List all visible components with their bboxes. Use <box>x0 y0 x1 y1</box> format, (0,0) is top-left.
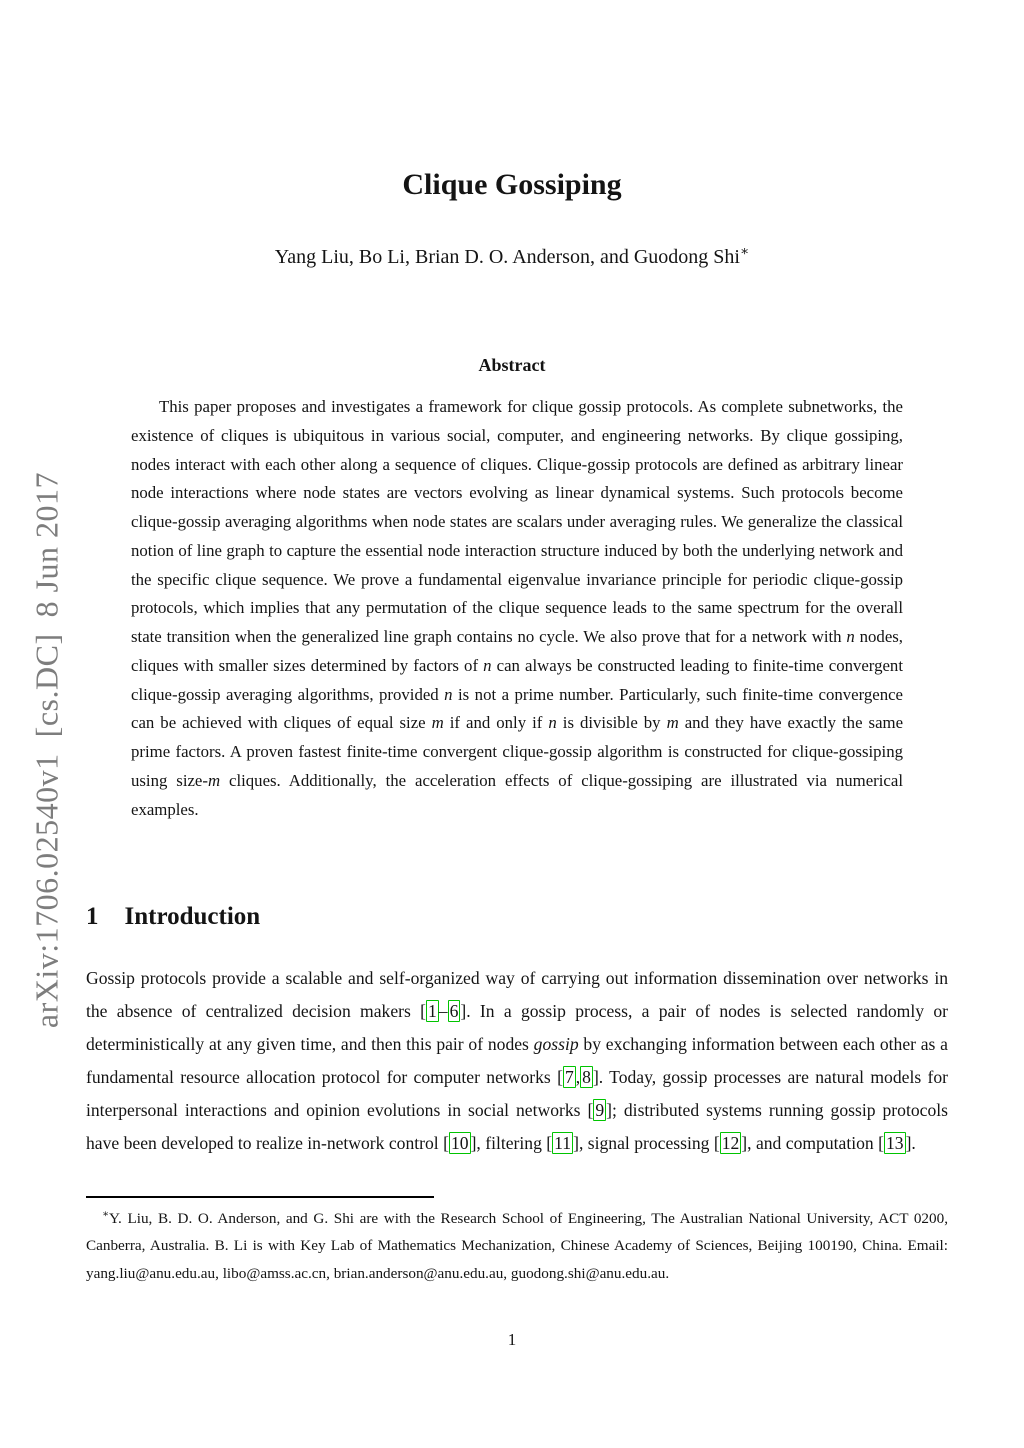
citation-link[interactable]: 6 <box>449 1000 459 1021</box>
italic-text: m <box>207 770 221 790</box>
footnote-text: ∗Y. Liu, B. D. O. Anderson, and G. Shi are with the Research School of Engineering, The Australian National University, ACT 0200, Canberra, Australia. B. Li is with Key Lab of Mathematics Mechanization, Chinese Academy of Sciences, Beijing 100190, China. Email: yang.liu@anu.edu.au, libo@amss.ac.cn, brian.anderson@anu.edu.au, guodong.shi@anu.edu.au. <box>86 1208 948 1282</box>
italic-text: m <box>431 713 444 733</box>
arxiv-stamp-text <box>29 472 66 1028</box>
italic-text: m <box>666 713 679 733</box>
citation-link[interactable]: 7 <box>564 1066 574 1087</box>
section-title: Introduction <box>124 903 261 930</box>
superscript-mark: ∗ <box>102 1208 110 1220</box>
intro-paragraph: Gossip protocols provide a scalable and self-organized way of carrying out information dissemination over networks in the absence of centralized decision makers [ 1 – 6 ]. In a gossip process, a pair of nodes is selected randomly or deterministically at any given time, and then this pair of nodes gossip by exchanging information between each other as a fundamental resource allocation protocol for computer networks [ 7 , 8 ]. Today, gossip processes are natural models for interpersonal interactions and opinion evolutions in social networks [ 9 ]; distributed systems running gossip protocols have been developed to realize in-network control [ 10 ], filtering [ 11 ], signal processing [ 12 ], and computation [ 13 ]. <box>86 968 948 1153</box>
italic-text: n <box>483 655 492 675</box>
citation-link[interactable]: 8 <box>582 1066 591 1087</box>
page-number: 1 <box>507 1330 517 1349</box>
italic-text: n <box>444 684 453 704</box>
author-line: Yang Liu, Bo Li, Brian D. O. Anderson, and Guodong Shi∗ <box>274 243 750 268</box>
arxiv-date-text: 8 Jun 2017 <box>28 471 65 618</box>
citation-link[interactable]: 10 <box>450 1132 469 1153</box>
arxiv-category-text: [cs.DC] <box>28 633 65 738</box>
italic-text: n <box>548 713 557 733</box>
citation-link[interactable]: 1 <box>428 1000 437 1021</box>
paper-title: Clique Gossiping <box>402 168 622 201</box>
superscript-mark: ∗ <box>739 243 750 259</box>
section-1-heading <box>86 903 260 931</box>
italic-text: n <box>846 627 855 646</box>
section-number: 1 <box>86 903 99 930</box>
abstract-paragraph: This paper proposes and investigates a framework for clique gossip protocols. As complete subnetworks, the existence of cliques is ubiquitous in various social, computer, and engineering networks. By clique gossiping, nodes interact with each other along a sequence of cliques. Clique-gossip protocols are defined as arbitrary linear node interactions where node states are vectors evolving as linear dynamical systems. Such protocols become clique-gossip averaging algorithms when node states are scalars under averaging rules. We generalize the classical notion of line graph to capture the essential node interaction structure induced by both the underlying network and the specific clique sequence. We prove a fundamental eigenvalue invariance principle for periodic clique-gossip protocols, which implies that any permutation of the clique sequence leads to the same spectrum for the overall state transition when the generalized line graph contains no cycle. We also prove that for a network with n nodes, cliques with smaller sizes determined by factors of n can always be constructed leading to finite-time convergent clique-gossip averaging algorithms, provided n is not a prime number. Particularly, such finite-time convergence can be achieved with cliques of equal size m if and only if n is divisible by m and they have exactly the same prime factors. A proven fastest finite-time convergent clique-gossip algorithm is constructed for clique-gossiping using size-m cliques. Additionally, the acceleration effects of clique-gossiping are illustrated via numerical examples. <box>131 397 904 819</box>
abstract-heading: Abstract <box>478 355 546 375</box>
footnote-rule <box>86 1196 434 1198</box>
citation-link[interactable]: 9 <box>595 1099 605 1120</box>
italic-text: gossip <box>533 1033 579 1054</box>
arxiv-id-text: arXiv:1706.02540v1 <box>28 753 65 1029</box>
citation-link[interactable]: 11 <box>554 1132 572 1153</box>
citation-link[interactable]: 12 <box>721 1132 740 1153</box>
citation-link[interactable]: 13 <box>885 1132 904 1153</box>
